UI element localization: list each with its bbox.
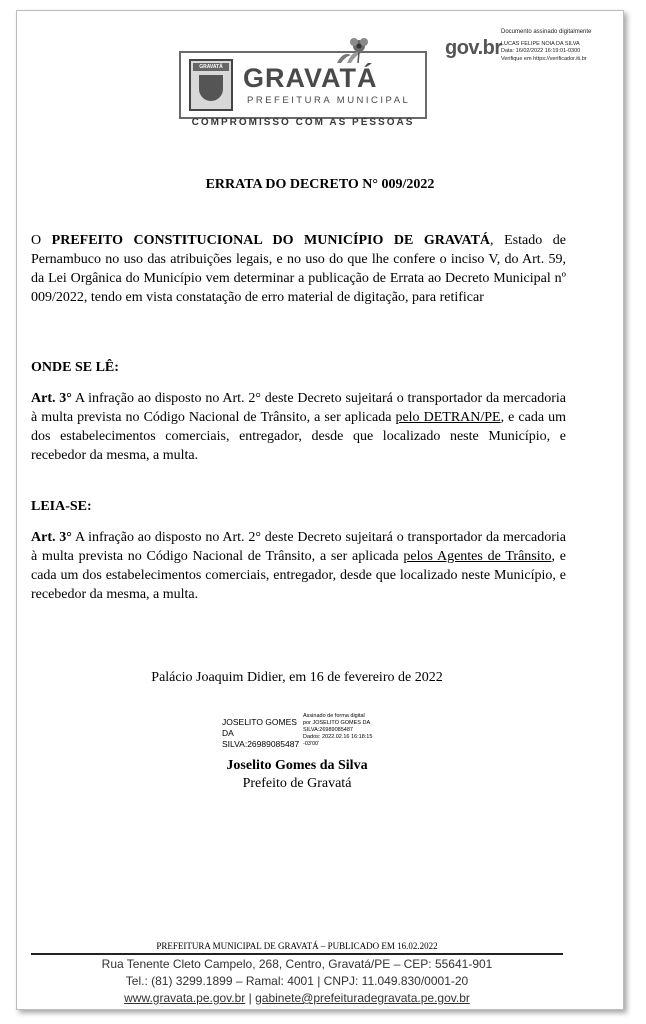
onde-underlined: pelo DETRAN/PE xyxy=(395,410,501,425)
onde-text-after: , e cada um dos estabelecimentos comerciais, entregador, desde que localizado neste Município, e recebedor da mesma, a multa. xyxy=(31,410,566,463)
logo-name: GRAVATÁ xyxy=(243,63,378,93)
stamp-line: JOSELITO GOMES xyxy=(222,717,297,727)
onde-paragraph xyxy=(31,389,566,465)
signer-role: Prefeito de Gravatá xyxy=(242,776,352,791)
document-page xyxy=(16,10,624,1010)
email-link[interactable]: gabinete@prefeituradegravata.pe.gov.br xyxy=(255,991,470,1005)
sig-meta-line: LUCAS FELIPE NOIA DA SILVA xyxy=(501,40,580,47)
leia-label: Art. 3° xyxy=(31,530,72,545)
onde-label: Art. 3° xyxy=(31,391,72,406)
website-link[interactable]: www.gravata.pe.gov.br xyxy=(124,991,246,1005)
footer-links xyxy=(17,991,577,1005)
document-title: ERRATA DO DECRETO N° 009/2022 xyxy=(205,177,435,192)
slogan: COMPROMISSO COM AS PESSOAS xyxy=(191,117,415,128)
logo-subtitle: PREFEITURA MUNICIPAL xyxy=(247,95,411,106)
govbr-logo: gov.br xyxy=(445,37,502,59)
intro-paragraph xyxy=(31,231,566,307)
footer-address: Rua Tenente Cleto Campelo, 268, Centro, Gravatá/PE – CEP: 55641-901 xyxy=(101,957,493,971)
stamp-detail-line: SILVA:26989085487 xyxy=(303,727,353,733)
footer-contacts: Tel.: (81) 3299.1899 – Ramal: 4001 | CNPJ: 11.049.830/0001-20 xyxy=(125,974,469,988)
crest-icon xyxy=(189,59,233,111)
footer-separator: | xyxy=(245,991,256,1005)
crest-shield xyxy=(199,75,223,101)
sig-meta-line: Data: 16/02/2022 16:19:01-0300 xyxy=(501,48,581,54)
stamp-line: SILVA:26989085487 xyxy=(222,739,300,749)
stamp-detail-line: -03'00' xyxy=(303,741,320,747)
stamp-detail-line: Dados: 2022.02.16 16:18:15 xyxy=(303,734,373,740)
intro-bold: PREFEITO CONSTITUCIONAL DO MUNICÍPIO DE GRAVATÁ xyxy=(51,233,491,248)
stamp-detail-line: Assinado de forma digital xyxy=(303,713,365,719)
leia-heading: LEIA-SE: xyxy=(31,499,92,514)
sig-meta-line: Verifique em https://verificador.iti.br xyxy=(501,55,587,62)
sig-meta-line: Documento assinado digitalmente xyxy=(501,29,592,35)
intro-prefix: O xyxy=(31,233,52,248)
leia-text-after: , e cada um dos estabelecimentos comerciais, entregador, desde que localizado neste Município, e recebedor da mesma, a multa. xyxy=(31,549,566,602)
onde-heading: ONDE SE LÊ: xyxy=(31,360,119,375)
footer-divider xyxy=(31,953,563,955)
place-date: Palácio Joaquim Didier, em 16 de fevereiro de 2022 xyxy=(151,670,443,685)
digital-signature-info xyxy=(501,29,591,63)
leia-underlined: pelos Agentes de Trânsito xyxy=(403,549,552,564)
crest-label: GRAVATÁ xyxy=(193,63,229,71)
stamp-line: DA xyxy=(222,728,234,738)
signature-stamp-details xyxy=(303,713,372,748)
flower-icon xyxy=(333,37,373,65)
onde-text-before: A infração ao disposto no Art. 2° deste Decreto sujeitará o transportador da mercadoria à multa prevista no Código Nacional de Trânsito, a ser aplicada xyxy=(31,391,566,425)
stamp-detail-line: por JOSELITO GOMES DA xyxy=(303,720,371,726)
publication-note: PREFEITURA MUNICIPAL DE GRAVATÁ – PUBLICADO EM 16.02.2022 xyxy=(156,941,438,951)
leia-paragraph xyxy=(31,528,566,604)
intro-rest: , Estado de Pernambuco no uso das atribuições legais, e no uso do que lhe confere o inciso V, do Art. 59, da Lei Orgânica do Município vem determinar a publicação de Errata ao Decreto Municipal nº 009/2022, tendo em vista constatação de erro material de digitação, para retificar xyxy=(31,233,566,305)
leia-text-before: A infração ao disposto no Art. 2° deste Decreto sujeitará o transportador da mercadoria à multa prevista no Código Nacional de Trânsito, a ser aplicada xyxy=(31,530,566,564)
signer-name: Joselito Gomes da Silva xyxy=(226,758,368,773)
signature-stamp-name xyxy=(222,717,299,750)
